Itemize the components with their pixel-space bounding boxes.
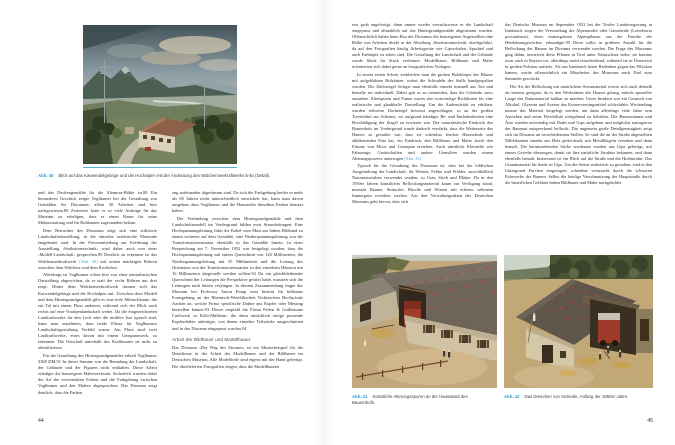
text-column-right-2	[505, 22, 652, 250]
paragraph-text: In einem ersten Schritt verkleidete man die groben Holzkörper der Häuser mit aufgeklebten Holzlatten, wobei die Schindeln des Stalls handgespalten wurden. Die Dachziegel fertigte man ebenfalls einzeln manuell aus Ton und bemalte sie individuell. Dabei galt es zu vermeiden, dass die Gebäude ›neu‹ aussahen. Alterspuren und Patina waren also notwendige Richtlinien für eine realistische und glaubhafte Darstellung. Um die Authentizität zu erhöhen, wurden teilweise Dachziegel bewusst angeschlagen, so an der großen Toreinfahrt zur Scheune, wo aufgrund ständiger Be- und Entladearbeiten eine Beschädigung der Ziegel zu erwarten war. Der naturalistische Eindruck des Bauernhofs im Vordergrund wurde dadurch verstärkt, dass die Wetterseite des Hauses so gestaltet war, dass sie scheinbar feuchte Hauswände und abblätternden Putz hat, ein Eindruck, den Bildhauer und Maler durch den Einsatz von Moos und Grünspan erzielten. Auch sämtliche Kleinteile wie Fahrzeuge, Gerätschaften und andere Utensilien wurden einem Alterungsprozess unterzogen	[352, 71, 493, 161]
figure-abb40-caption-text: Blick auf das Karwendelgebirge und die Hochalpen mit der Andeutung des Walchenseekraftwerks links (Detail).	[58, 173, 271, 178]
paragraph: und das Deckengemälde für die Altamira-Höhle zu.88 Ein besonderes Geschick zeigte Voglhumer bei der Gestaltung von Gemälden für Dioramen; allein 30 Arbeiten sind hier nachgewiesen.89 Zeitweise hatte er so viele Aufträge für das Museum zu erledigen, dass er einen Raum für seine Malausstattung und für Rohbauten zugestanden bekam.	[38, 190, 157, 226]
paragraph: Allerdings ist Voglhumer schon hier von einer naturalistischen Darstellung abgewichen, da er statt der sechs Röhren nur drei zeigt. Hinter dem Walchenseekraftwerk türmen sich das Karwendelgebirge und die Hochalpen auf. Zwischen dem Modell und dem Hintergrundgemälde gibt es eine tiefe Abbruchkante, die ein Tal mit einem Fluss andeutet, während sich der Blick nach rechts auf eine Voralpenlandschaft weitet. Da die eingezeichneten Laufkraftwerke für den Lech oder die mittlere Isar typisch sind, kann man annehmen, dass beide Flüsse für Voglhumers Landschaftsgestaltung Vorbild waren. Am Fluss sind zwei Laufkraftwerke, eines davon mit einem Umspannwerk, zu erkennen. Die Ortschaft unterhalb des Krafthauses ist nicht zu identifizieren.	[38, 272, 157, 351]
figure-abb42-label: Abb. 42	[504, 394, 520, 399]
figure-abb40-label: Abb. 40	[38, 173, 54, 178]
paragraph: Das Diorama ›Der Weg des Stromes‹ ist ein Musterbeispiel für die Detailtreue in der Arbeit der Modellbauer und der Bildhauer im Deutschen Museum. Alle Modellteile sind eigens mit der Hand gefertigt. Die überlieferten Fotografien zeigen, dass die Modellbauten	[172, 345, 303, 369]
figure-abb42-caption	[504, 394, 654, 400]
paragraph: das Deutsche Museum im September 1952 bei der Tiroler Landesregierung in Innsbruck wegen der Verwendung der Alpenazalee oder Gamsheide (Loiseleuria procumbens), einer immergrünen Alpenpflanze aus der Familie der Heidekrautgewächse, erkundigte.95 Diese sollte in größerer Anzahl für die Beflockung der Bäume im Diorama verwendet werden. Die Frage des Museums ging dahin, inwieweit diese Pflanze in Tirol unter Naturschutz stehe; sie komme zwar auch in Bayern vor, allerdings meist einzelstehend, während sie in Österreich in großen Polstern auftrete. Als aus Innsbruck keine Bedenken gegen das Pflücken kamen, wurde offensichtlich ein Mitarbeiter des Museums nach Tirol zum Sammeln geschickt.	[505, 22, 652, 81]
paragraph: Für die Gestaltung des Hintergrundgemäldes erhielt Voglhumer 3300 DM.91 In dieser Summe war die Bemalung der Landschaft, der Gebäude und der Figuren nicht enthalten. Diese Arbeit erledigte die hauseigene Malerwerkstatt. Sicherlich wurden dabei die Art der verwendeten Farben und die Farbgebung zwischen Voglhumer und den Malern abgesprochen. Das Diorama zeigt deutlich, dass die Farben	[38, 352, 157, 395]
paragraph: Die Art der Beflockung mit natürlichem Streumaterial erwies sich auch deshalb als bestens geeignet, da es den Werkstätten des Hauses gelang, mittels spezieller Lauge das Naturmaterial haltbar zu machen. Unter Insidern war ein Gemisch von Alkohol, Glyzerin und Azeton das Konservierungsmittel schlechthin. Wochenlang musste das Material eingelegt werden, um dann allerdings viele Jahre sein Aussehen und seine Flexibilität weitgehend zu behalten. Die Baumstämme und Äste wurden aufwendig mit Draht und Gips aufgebaut und möglichst naturgetreu der Baumart entsprechend beflockt. Die ungemein große Detailgenauigkeit zeigt sich im Diorama an verschiedensten Stellen. So sind die an der Straße abgestellten Milchkannen einzeln aus Holz gedrechselt, mit Metallbügeln versehen und dann bemalt. Die herumstehenden Säcke wiederum wurden aus Gips gefertigt, mit einem Gewebe überzogen, damit sie ihre natürliche Struktur bekamen, und dann ebenfalls bemalt. Interessant ist ein Blick auf die Straße und die Hofeinfahrt. Das Grundmaterial für beide ist Gips. Um die Steine realistisch zu gestalten, sind in den Untergrund Furchen eingezogen, scheinbar verursacht durch die schweren Fuhrwerke der Bauern. Selbst die häufige Verschmutzung der Hauptstraße durch die bäuerlichen Gefährte haben Bildhauer und Maler nachgebildet.	[505, 83, 652, 185]
figure-abb41-caption-text: Künstliche Alterungsspuren an der Hauswand des Bauernhofs.	[352, 394, 468, 406]
text-column-left-1	[38, 190, 157, 413]
page-number-left: 44	[38, 418, 44, 424]
paragraph-text: mit seinen mächtigen Röhren zwischen dem Walchen- und dem Kochelsee.	[38, 258, 157, 270]
figure-rule	[83, 167, 237, 168]
figure-abb41-caption	[352, 394, 472, 406]
paragraph: eng aufeinander abgestimmt sind. Da sich die Farbgebung beider in mehr als 60 Jahren nicht unterschiedlich entwickelt hat, kann man davon ausgehen, dass Voglhumer und die Hausmaler dieselben Farben benutzt haben.	[172, 190, 303, 214]
figure-abb41-label: Abb. 41	[352, 394, 368, 399]
figure-abb41-photo	[352, 255, 497, 388]
paragraph-text: Dem Betrachter des Dioramas zeigt sich eine stilisierte Landschaftsdarstellung, in die einzelne realistische Elemente eingebettet sind. In der Pressemitteilung zur Eröffnung der Ausstellung ›Starkstromtechnik‹ wird daher auch von einer ›Modell-Landschaft‹ gesprochen.90 Deutlich zu erkennen ist das Walchenseekraftwerk	[38, 228, 157, 264]
text-column-left-2	[172, 190, 303, 413]
page-gutter-shadow	[316, 0, 332, 445]
figure-reference: [Abb. 40]	[78, 258, 98, 264]
section-heading: Arbeit der Bildhauer und Modellbauer	[172, 336, 251, 342]
figure-abb42-caption-text: Das Dreschen von Getreide, Anfang der 1950er Jahre.	[524, 394, 629, 399]
figure-abb40-photo	[83, 25, 237, 164]
paragraph: Die Verbindung zwischen dem Hintergrundgemälde und dem Landschaftsmodell im Vordergrund bilden zwei Stromleitungen: Eine Hochspannungsleitung führt die Kabel vom Mast am linken Bildrand zu einem weiteren auf dem Gemälde, eine Niederspannungsleitung von der Transformatorenstation ebenfalls in das Gemälde hinein. In einer Besprechung am 7. November 1952 war festgelegt worden, dass die Hochspannungsleitung mit einem Querschnitt von 120 Millimetern, die Niederspannungsleitung mit 35 Millimetern und die Leitung des Ortsnetzes von der Transformatorenstation zu den einzelnen Häusern mit 16 Millimetern dargestellt werden sollten.92 Da ein gleichbleibender Querschnitt der Leitungen die Perspektive gestört hätte, mussten sich die Leitungen nach hinten verjüngen. In diesem Zusammenhang fragte das Museum bei Professor Anton Pomp vom Institut für bildsame Formgebung an der Rheinisch-Westfälischen Technischen Hochschule Aachen an, welche Firma spezifische Drähte aus Kupfer oder Messing herstellen könnte.93 Dieser empfahl die Firma Felten & Guilleaume Carlswerk in Köln-Mülheim, die dann tatsächlich einige passende Kupferdrähte anfertigte, von denen einzelne Teilstücke ausgeschnitten und in das Diorama eingepasst wurden.94	[172, 215, 303, 331]
text-column-right-1	[352, 22, 493, 250]
figure-abb42-photo	[504, 255, 653, 388]
paragraph	[352, 72, 493, 162]
figure-abb40-caption	[38, 173, 300, 179]
figure-reference: [Abb. 41].	[404, 155, 423, 161]
page-number-right: 45	[647, 418, 653, 424]
paragraph	[38, 228, 157, 271]
paragraph: erst grob angefertigt, dann immer wieder versuchsweise in die Landschaft eingepasst und allmählich auf das Hintergrundgemälde abgestimmt wurden. Offensichtlich haben beim Bau des Dioramas die hauseigenen Angestellten eine Reihe von Arbeiten direkt in der Abteilung ›Starkstromtechnik‹ durchgeführt, da auf den Fotografien häufig Arbeitsgeräte wie Gipsschalen, Spachtel und auch Farbtöpfe zu sehen sind. Die Gestaltung der Landschaft und der Gebäude wurde Stück für Stück verfeinert. Modellbauer, Bildhauer und Maler orientierten sich dabei gerne an fotografischen Vorlagen.	[352, 22, 493, 69]
paragraph: Typisch für die Gestaltung des Dioramas ist, dass bei der bildlichen Ausgestaltung der Landschaft, für Wiesen, Felder und Wälder, ausschließlich Naturmaterialien verwendet wurden, so Gras, Stroh und Blätter. Da in den 1950er Jahren künstliches Beflockungsmaterial kaum zur Verfügung stand, mussten Bäume, Sträucher, Büsche und Wiesen mit echtem, seltenem Immergrün versehen werden. Aus den Verwaltungsakten des Deutschen Museums geht hervor, dass sich	[352, 163, 493, 204]
